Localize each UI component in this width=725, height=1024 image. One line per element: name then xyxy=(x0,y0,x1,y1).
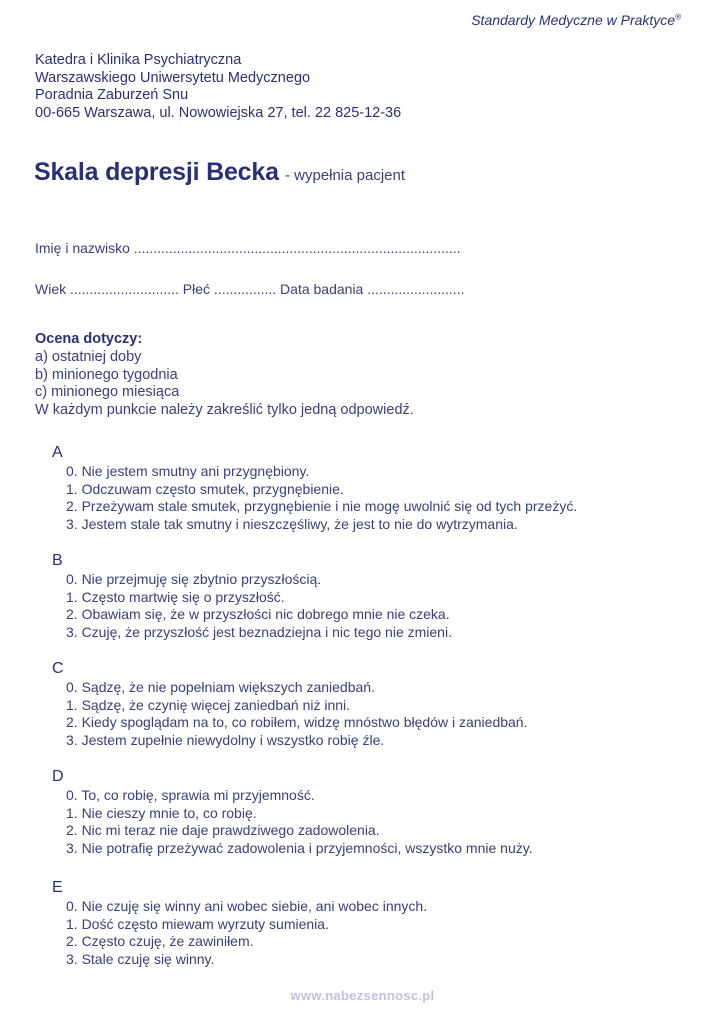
answer-option[interactable]: 2. Nic mi teraz nie daje prawdziwego zadowolenia. xyxy=(66,822,380,839)
details-field: Wiek ............................ Płeć ................ Data badania ......................... xyxy=(35,281,465,297)
question-section-a xyxy=(52,444,577,533)
answer-option[interactable]: 1. Dość często miewam wyrzuty sumienia. xyxy=(66,915,329,932)
section-letter: A xyxy=(52,444,63,461)
answer-list xyxy=(66,898,427,968)
question-section-d xyxy=(52,768,533,857)
answer-option[interactable]: 0. Nie czuję się winny ani wobec siebie, ani wobec innych. xyxy=(66,898,428,914)
answer-option[interactable]: 1. Odczuwam często smutek, przygnębienie. xyxy=(66,480,344,497)
brand-text: Standardy Medyczne w Praktyce xyxy=(471,12,676,28)
page-title xyxy=(34,158,405,187)
answer-option[interactable]: 2. Kiedy spoglądam na to, co robiłem, widzę mnóstwo błędów i zaniedbań. xyxy=(66,714,528,731)
answer-option[interactable]: 3. Czuję, że przyszłość jest beznadziejna i nic tego nie zmieni. xyxy=(66,623,452,640)
section-letter: D xyxy=(52,768,64,785)
answer-option[interactable]: 1. Nie cieszy mnie to, co robię. xyxy=(66,804,257,821)
instructions-note: W każdym punkcie należy zakreślić tylko jedną odpowiedź. xyxy=(35,402,414,419)
answer-list xyxy=(66,463,577,533)
answer-list xyxy=(66,571,452,641)
answer-option[interactable]: 3. Jestem stale tak smutny i nieszczęśliwy, że jest to nie do wytrzymania. xyxy=(66,515,518,532)
section-letter: E xyxy=(52,879,63,896)
header-line: Poradnia Zaburzeń Snu xyxy=(35,87,189,103)
section-letter: C xyxy=(52,660,64,677)
answer-list xyxy=(66,787,533,857)
answer-option[interactable]: 3. Jestem zupełnie niewydolny i wszystko robię źle. xyxy=(66,731,385,748)
answer-option[interactable]: 2. Często czuję, że zawiniłem. xyxy=(66,933,254,950)
answer-option[interactable]: 2. Przeżywam stale smutek, przygnębienie i nie mogę uwolnić się od tych przeżyć. xyxy=(66,498,578,515)
instructions xyxy=(35,331,414,420)
header-line: Katedra i Klinika Psychiatryczna xyxy=(35,52,242,68)
answer-option[interactable]: 3. Stale czuję się winny. xyxy=(66,950,215,967)
period-option: b) minionego tygodnia xyxy=(35,366,178,383)
answer-option[interactable]: 2. Obawiam się, że w przyszłości nic dobrego mnie nie czeka. xyxy=(66,606,450,623)
question-section-e xyxy=(52,879,427,968)
title-subtitle: - wypełnia pacjent xyxy=(280,167,406,184)
header-line: 00-665 Warszawa, ul. Nowowiejska 27, tel. 22 825-12-36 xyxy=(35,104,402,121)
registered-mark: ® xyxy=(675,12,681,22)
answer-option[interactable]: 1. Sądzę, że czynię więcej zaniedbań niż inni. xyxy=(66,696,351,713)
answer-option[interactable]: 3. Nie potrafię przeżywać zadowolenia i przyjemności, wszystko mnie nuży. xyxy=(66,839,533,856)
brand-label xyxy=(471,12,681,28)
website-footer[interactable]: www.nabezsennosc.pl xyxy=(290,988,435,1003)
header-line: Warszawskiego Uniwersytetu Medycznego xyxy=(35,69,311,86)
section-letter: B xyxy=(52,552,63,569)
instructions-heading: Ocena dotyczy: xyxy=(35,331,143,347)
name-field: Imię i nazwisko .................................................................................... xyxy=(35,240,461,256)
institution-header xyxy=(35,52,401,122)
question-section-c xyxy=(52,660,527,749)
period-option: a) ostatniej doby xyxy=(35,348,142,365)
title-main: Skala depresji Becka xyxy=(34,158,279,186)
period-option: c) minionego miesiąca xyxy=(35,384,180,401)
answer-option[interactable]: 0. Nie jestem smutny ani przygnębiony. xyxy=(66,463,310,479)
question-section-b xyxy=(52,552,452,641)
answer-option[interactable]: 0. To, co robię, sprawia mi przyjemność. xyxy=(66,787,315,803)
answer-list xyxy=(66,679,527,749)
answer-option[interactable]: 0. Sądzę, że nie popełniam większych zaniedbań. xyxy=(66,679,375,695)
answer-option[interactable]: 0. Nie przejmuję się zbytnio przyszłością. xyxy=(66,571,322,587)
answer-option[interactable]: 1. Często martwię się o przyszłość. xyxy=(66,588,285,605)
